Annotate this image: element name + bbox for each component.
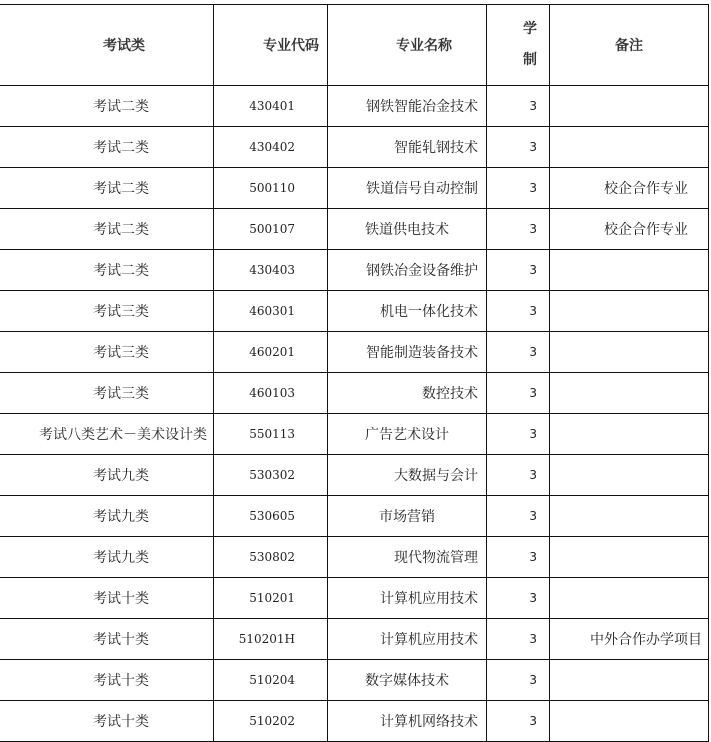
table-row bbox=[0, 578, 709, 619]
cell-category: 考试九类 bbox=[0, 537, 214, 578]
cell-category: 考试九类 bbox=[0, 455, 214, 496]
cell-major-name: 大数据与会计 bbox=[328, 455, 487, 496]
cell-category: 考试二类 bbox=[0, 86, 214, 127]
cell-code: 510201 bbox=[214, 578, 328, 619]
cell-years: 3 bbox=[487, 332, 550, 373]
table-row bbox=[0, 332, 709, 373]
cell-category: 考试三类 bbox=[0, 373, 214, 414]
cell-years: 3 bbox=[487, 701, 550, 742]
header-years bbox=[487, 5, 550, 86]
cell-major-name: 铁道信号自动控制 bbox=[328, 168, 487, 209]
cell-major-name: 智能制造装备技术 bbox=[328, 332, 487, 373]
cell-category: 考试十类 bbox=[0, 701, 214, 742]
cell-years: 3 bbox=[487, 209, 550, 250]
cell-major-name: 钢铁智能冶金技术 bbox=[328, 86, 487, 127]
cell-major-name: 市场营销 bbox=[328, 496, 487, 537]
cell-note: 校企合作专业 bbox=[550, 209, 709, 250]
cell-note: 校企合作专业 bbox=[550, 168, 709, 209]
cell-code: 430403 bbox=[214, 250, 328, 291]
cell-years: 3 bbox=[487, 660, 550, 701]
cell-category: 考试二类 bbox=[0, 209, 214, 250]
cell-major-name: 铁道供电技术 bbox=[328, 209, 487, 250]
cell-category: 考试二类 bbox=[0, 168, 214, 209]
cell-note bbox=[550, 496, 709, 537]
cell-major-name: 计算机应用技术 bbox=[328, 619, 487, 660]
cell-major-name: 现代物流管理 bbox=[328, 537, 487, 578]
table-row bbox=[0, 373, 709, 414]
cell-note bbox=[550, 537, 709, 578]
table-row bbox=[0, 86, 709, 127]
table-row bbox=[0, 701, 709, 742]
cell-major-name: 计算机应用技术 bbox=[328, 578, 487, 619]
header-note: 备注 bbox=[550, 5, 709, 86]
cell-years: 3 bbox=[487, 250, 550, 291]
cell-code: 510202 bbox=[214, 701, 328, 742]
cell-code: 530302 bbox=[214, 455, 328, 496]
cell-major-name: 数字媒体技术 bbox=[328, 660, 487, 701]
cell-years: 3 bbox=[487, 455, 550, 496]
table-row bbox=[0, 127, 709, 168]
cell-code: 460201 bbox=[214, 332, 328, 373]
cell-note bbox=[550, 291, 709, 332]
table-row bbox=[0, 250, 709, 291]
cell-category: 考试二类 bbox=[0, 250, 214, 291]
cell-years: 3 bbox=[487, 373, 550, 414]
cell-category: 考试九类 bbox=[0, 496, 214, 537]
cell-code: 530605 bbox=[214, 496, 328, 537]
cell-code: 510204 bbox=[214, 660, 328, 701]
table-row bbox=[0, 619, 709, 660]
cell-category: 考试十类 bbox=[0, 619, 214, 660]
cell-note bbox=[550, 578, 709, 619]
cell-note bbox=[550, 332, 709, 373]
header-years-line2: 制 bbox=[523, 52, 537, 68]
cell-note bbox=[550, 127, 709, 168]
table-row bbox=[0, 660, 709, 701]
cell-code: 430401 bbox=[214, 86, 328, 127]
cell-major-name: 计算机网络技术 bbox=[328, 701, 487, 742]
table-row bbox=[0, 414, 709, 455]
cell-years: 3 bbox=[487, 86, 550, 127]
cell-years: 3 bbox=[487, 619, 550, 660]
cell-code: 460103 bbox=[214, 373, 328, 414]
cell-years: 3 bbox=[487, 127, 550, 168]
table-row bbox=[0, 496, 709, 537]
cell-note bbox=[550, 86, 709, 127]
cell-note bbox=[550, 373, 709, 414]
cell-note bbox=[550, 455, 709, 496]
cell-note bbox=[550, 701, 709, 742]
table-row bbox=[0, 455, 709, 496]
cell-code: 430402 bbox=[214, 127, 328, 168]
cell-major-name: 智能轧钢技术 bbox=[328, 127, 487, 168]
cell-code: 500110 bbox=[214, 168, 328, 209]
cell-years: 3 bbox=[487, 496, 550, 537]
cell-note bbox=[550, 250, 709, 291]
table-row bbox=[0, 209, 709, 250]
cell-code: 550113 bbox=[214, 414, 328, 455]
cell-major-name: 广告艺术设计 bbox=[328, 414, 487, 455]
cell-note bbox=[550, 660, 709, 701]
header-years-line1: 学 bbox=[523, 21, 537, 37]
cell-category: 考试三类 bbox=[0, 291, 214, 332]
header-code: 专业代码 bbox=[214, 5, 328, 86]
cell-category: 考试二类 bbox=[0, 127, 214, 168]
cell-years: 3 bbox=[487, 291, 550, 332]
cell-years: 3 bbox=[487, 414, 550, 455]
cell-code: 530802 bbox=[214, 537, 328, 578]
cell-code: 510201H bbox=[214, 619, 328, 660]
cell-code: 460301 bbox=[214, 291, 328, 332]
cell-note: 中外合作办学项目 bbox=[550, 619, 709, 660]
cell-category: 考试十类 bbox=[0, 660, 214, 701]
cell-years: 3 bbox=[487, 537, 550, 578]
header-name: 专业名称 bbox=[328, 5, 487, 86]
cell-category: 考试十类 bbox=[0, 578, 214, 619]
table-row bbox=[0, 168, 709, 209]
cell-years: 3 bbox=[487, 578, 550, 619]
cell-code: 500107 bbox=[214, 209, 328, 250]
table-row bbox=[0, 291, 709, 332]
cell-major-name: 钢铁冶金设备维护 bbox=[328, 250, 487, 291]
header-category: 考试类 bbox=[0, 5, 214, 86]
cell-major-name: 机电一体化技术 bbox=[328, 291, 487, 332]
header-row bbox=[0, 5, 709, 86]
cell-note bbox=[550, 414, 709, 455]
cell-major-name: 数控技术 bbox=[328, 373, 487, 414]
cell-category: 考试三类 bbox=[0, 332, 214, 373]
majors-table bbox=[0, 4, 709, 742]
cell-category: 考试八类艺术－美术设计类 bbox=[0, 414, 214, 455]
cell-years: 3 bbox=[487, 168, 550, 209]
table-row bbox=[0, 537, 709, 578]
